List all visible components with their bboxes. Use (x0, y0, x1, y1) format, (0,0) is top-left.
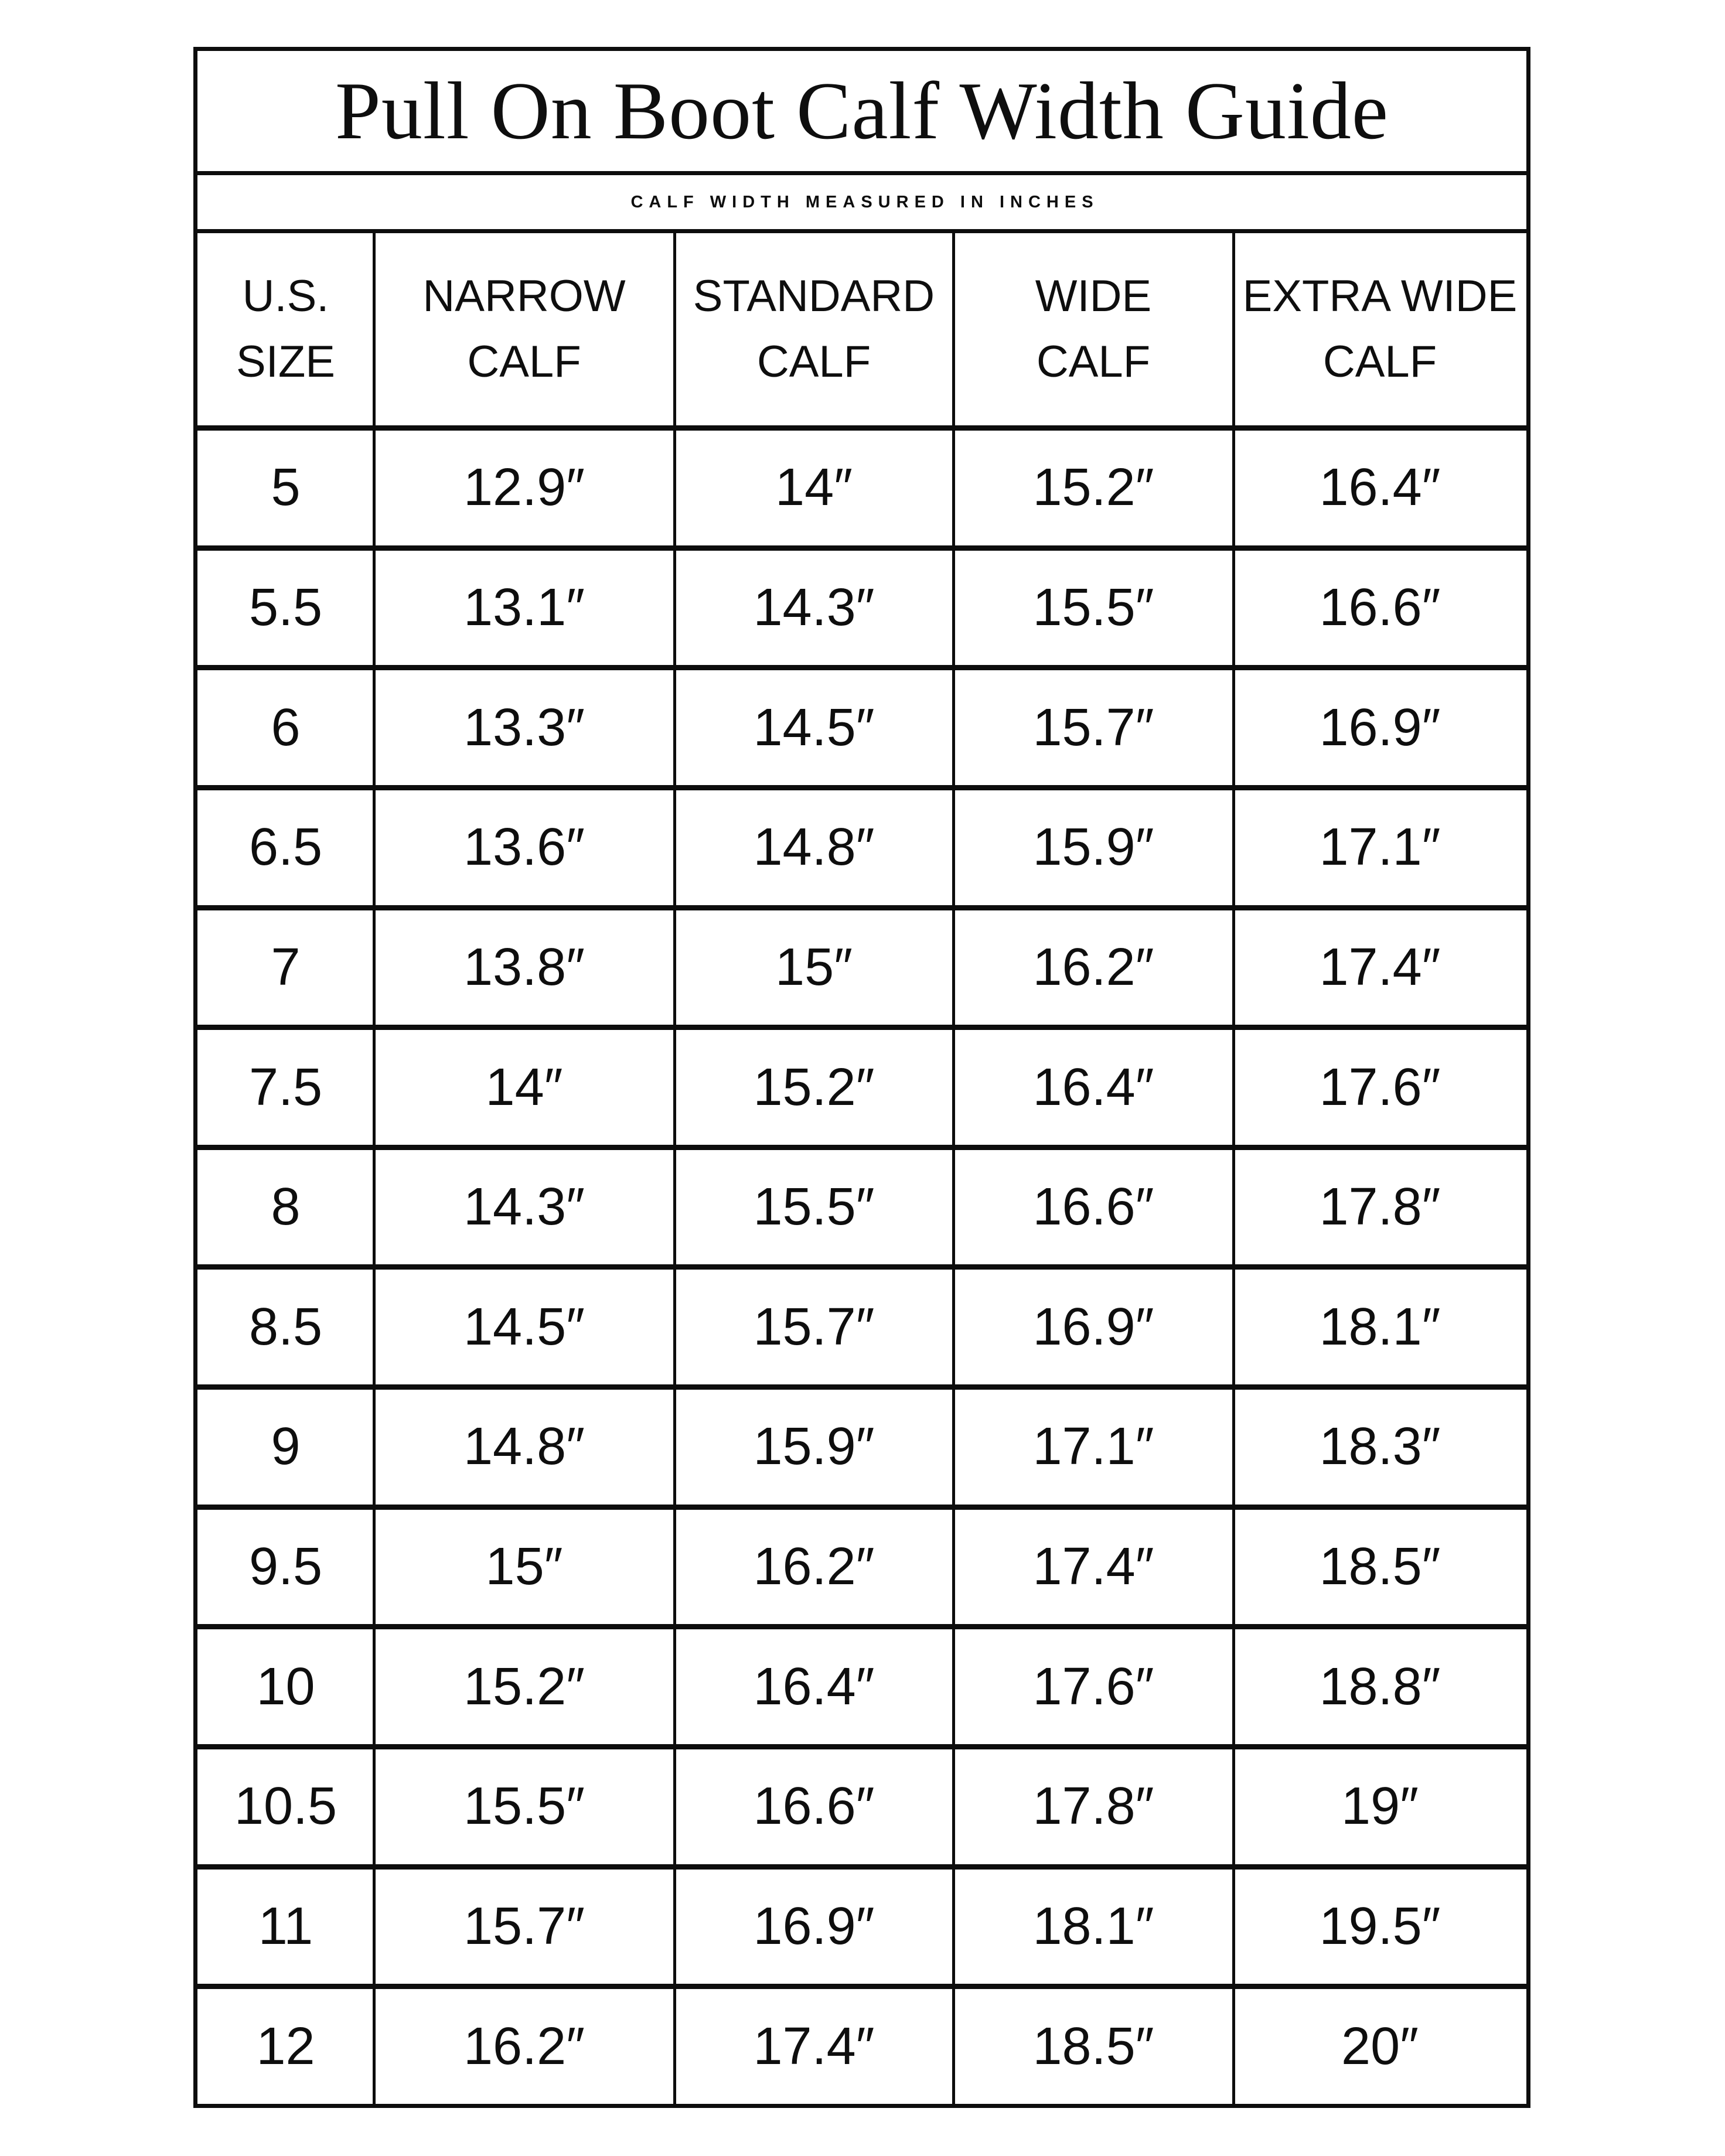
extra-wide-calf-value: 16.6″ (1319, 578, 1441, 637)
table-header-row (197, 233, 1526, 431)
table-row (197, 670, 1526, 790)
table-row (197, 1390, 1526, 1510)
page-title: Pull On Boot Calf Width Guide (197, 51, 1526, 175)
extra-wide-calf-value: 19.5″ (1319, 1897, 1441, 1956)
standard-calf-value: 16.4″ (753, 1657, 875, 1716)
wide-calf-value: 17.8″ (1032, 1777, 1154, 1836)
us-size-value: 10 (256, 1657, 315, 1716)
narrow-calf-value: 13.3″ (463, 698, 585, 757)
wide-calf-value: 16.4″ (1032, 1057, 1154, 1117)
wide-calf-value: 18.5″ (1032, 2017, 1154, 2076)
narrow-calf-value: 12.9″ (463, 458, 585, 517)
wide-calf-value: 16.6″ (1032, 1178, 1154, 1237)
narrow-calf-value: 16.2″ (463, 2017, 585, 2076)
extra-wide-calf-value: 16.4″ (1319, 458, 1441, 517)
wide-calf-value: 16.9″ (1032, 1297, 1154, 1356)
narrow-calf-value: 14.5″ (463, 1297, 585, 1356)
narrow-calf-value: 15.7″ (463, 1897, 585, 1956)
extra-wide-calf-value: 17.6″ (1319, 1057, 1441, 1117)
header-us-size (197, 233, 374, 425)
extra-wide-calf-value: 17.8″ (1319, 1178, 1441, 1237)
narrow-calf-value: 13.6″ (463, 818, 585, 877)
header-us-size-line2: SIZE (236, 337, 335, 387)
table-grid (197, 233, 1526, 2104)
header-narrow-calf-line2: CALF (467, 337, 581, 387)
table-row (197, 1510, 1526, 1630)
standard-calf-value: 14″ (775, 458, 853, 517)
table-row (197, 790, 1526, 910)
extra-wide-calf-value: 18.3″ (1319, 1417, 1441, 1476)
narrow-calf-value: 13.1″ (463, 578, 585, 637)
wide-calf-value: 17.1″ (1032, 1417, 1154, 1476)
wide-calf-value: 17.4″ (1032, 1537, 1154, 1596)
table-row (197, 1629, 1526, 1749)
narrow-calf-value: 15″ (485, 1537, 563, 1596)
us-size-value: 7.5 (248, 1057, 323, 1117)
column-divider-1 (373, 233, 376, 2104)
column-divider-3 (952, 233, 955, 2104)
table-row (197, 431, 1526, 551)
narrow-calf-value: 15.5″ (463, 1777, 585, 1836)
standard-calf-value: 14.8″ (753, 818, 875, 877)
table-row (197, 1749, 1526, 1870)
standard-calf-value: 15.9″ (753, 1417, 875, 1476)
wide-calf-value: 15.5″ (1032, 578, 1154, 637)
header-standard-calf (674, 233, 953, 425)
extra-wide-calf-value: 18.1″ (1319, 1297, 1441, 1356)
column-divider-2 (673, 233, 676, 2104)
wide-calf-value: 16.2″ (1032, 937, 1154, 997)
header-narrow-calf (374, 233, 674, 425)
narrow-calf-value: 14.8″ (463, 1417, 585, 1476)
size-guide-table (193, 47, 1530, 2108)
us-size-value: 12 (256, 2017, 315, 2076)
header-narrow-calf-line1: NARROW (422, 271, 626, 321)
standard-calf-value: 15″ (775, 937, 853, 997)
extra-wide-calf-value: 20″ (1341, 2017, 1419, 2076)
header-wide-calf (953, 233, 1233, 425)
extra-wide-calf-value: 18.8″ (1319, 1657, 1441, 1716)
wide-calf-value: 15.9″ (1032, 818, 1154, 877)
us-size-value: 6.5 (248, 818, 323, 877)
extra-wide-calf-value: 19″ (1341, 1777, 1419, 1836)
standard-calf-value: 17.4″ (753, 2017, 875, 2076)
us-size-value: 11 (258, 1897, 313, 1956)
us-size-value: 8 (271, 1178, 301, 1237)
header-wide-calf-line2: CALF (1036, 337, 1151, 387)
us-size-value: 7 (271, 937, 301, 997)
table-row (197, 1870, 1526, 1990)
us-size-value: 9 (271, 1417, 301, 1476)
extra-wide-calf-value: 17.1″ (1319, 818, 1441, 877)
table-row (197, 1270, 1526, 1390)
wide-calf-value: 15.7″ (1032, 698, 1154, 757)
standard-calf-value: 15.5″ (753, 1178, 875, 1237)
standard-calf-value: 16.6″ (753, 1777, 875, 1836)
extra-wide-calf-value: 18.5″ (1319, 1537, 1441, 1596)
standard-calf-value: 14.3″ (753, 578, 875, 637)
narrow-calf-value: 15.2″ (463, 1657, 585, 1716)
us-size-value: 9.5 (248, 1537, 323, 1596)
table-row (197, 910, 1526, 1031)
us-size-value: 6 (271, 698, 301, 757)
standard-calf-value: 15.7″ (753, 1297, 875, 1356)
extra-wide-calf-value: 17.4″ (1319, 937, 1441, 997)
standard-calf-value: 14.5″ (753, 698, 875, 757)
standard-calf-value: 16.9″ (753, 1897, 875, 1956)
wide-calf-value: 17.6″ (1032, 1657, 1154, 1716)
page-subtitle: CALF WIDTH MEASURED IN INCHES (197, 175, 1526, 233)
wide-calf-value: 15.2″ (1032, 458, 1154, 517)
table-row (197, 551, 1526, 671)
table-row (197, 1150, 1526, 1270)
header-extra-wide-calf (1233, 233, 1526, 425)
us-size-value: 5 (271, 458, 301, 517)
wide-calf-value: 18.1″ (1032, 1897, 1154, 1956)
us-size-value: 5.5 (248, 578, 323, 637)
header-extra-wide-calf-line1: EXTRA WIDE (1242, 271, 1518, 321)
narrow-calf-value: 13.8″ (463, 937, 585, 997)
us-size-value: 8.5 (248, 1297, 323, 1356)
narrow-calf-value: 14.3″ (463, 1178, 585, 1237)
narrow-calf-value: 14″ (485, 1057, 563, 1117)
header-wide-calf-line1: WIDE (1035, 271, 1152, 321)
extra-wide-calf-value: 16.9″ (1319, 698, 1441, 757)
standard-calf-value: 16.2″ (753, 1537, 875, 1596)
header-us-size-line1: U.S. (242, 271, 329, 321)
standard-calf-value: 15.2″ (753, 1057, 875, 1117)
us-size-value: 10.5 (234, 1777, 338, 1836)
header-standard-calf-line1: STANDARD (693, 271, 935, 321)
header-standard-calf-line2: CALF (756, 337, 871, 387)
table-row (197, 1989, 1526, 2104)
table-row (197, 1030, 1526, 1150)
header-extra-wide-calf-line2: CALF (1322, 337, 1437, 387)
column-divider-4 (1232, 233, 1235, 2104)
